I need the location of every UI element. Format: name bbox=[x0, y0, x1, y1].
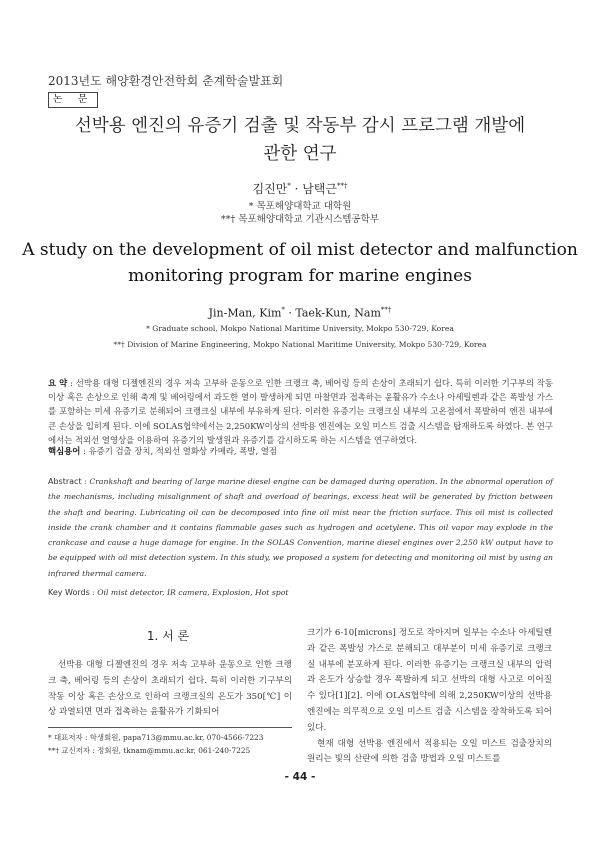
english-abstract-label: Abstract bbox=[48, 477, 82, 486]
korean-author-1-mark: * bbox=[287, 182, 291, 190]
english-abstract-text: : Crankshaft and bearing of large marine diesel engine can be damaged during operation. In the abnormal operation of the mechanisms, including misalignment of shaft and overload of bearings, excess heat will be generated by friction between the shaft and bearing. Lubricating oil can be decomposed into fine oil mist near the friction surface. This oil mist is collected inside the crank chamber and it contains flammable gases such as hydrogen and acetylene. This oil vapor may explode in the crankcase and cause a huge damage for engine. In the SOLAS Convention, marine diesel engines over 2,250 kW output have to be equipped with oil mist detection system. In this study, we proposed a system for detecting and monitoring oil mist by using an infrared thermal camera. bbox=[48, 477, 553, 578]
footnote-divider bbox=[48, 727, 292, 728]
korean-affiliation-2: **† 목포해양대학교 기관시스템공학부 bbox=[221, 214, 379, 225]
korean-authors bbox=[0, 180, 600, 197]
intro-right-column bbox=[307, 626, 552, 768]
korean-abstract-text: : 선박용 대형 디젤엔진의 경우 저속 고부하 운동으로 인한 크랭크 축, 베어링 등의 손상이 초래되기 쉽다. 특히 이러한 기구부의 작동 이상 혹은 손상으로 인해 축계 및 베어링에서 과도한 열이 발생하게 되면 마찰면과 접촉하는 윤활유가 수소나 아세틸렌과 같은 폭발성 가스를 포함하는 미세 유증기로 분해되어 크랭크실 내부에 부유하게 된다. 이러한 유증기는 크랭크실 내부의 고온점에서 폭발하여 엔진 내부에 큰 손상을 입히게 된다. 이에 SOLAS협약에서는 2,250KW이상의 선박용 엔진에는 오일 미스트 검출 시스템을 탑재하도록 하였다. 본 연구에서는 적외선 열영상을 이용하여 유증기의 발생원과 유증기를 감시하도록 하는 시스템을 연구하였다. bbox=[48, 378, 553, 445]
english-author-2-mark: **† bbox=[380, 306, 392, 314]
english-affiliation-1: * Graduate school, Mokpo National Maritime University, Mokpo 530-729, Korea bbox=[146, 324, 454, 333]
english-keywords bbox=[48, 588, 553, 597]
korean-title-line-1: 선박용 엔진의 유증기 검출 및 작동부 감시 프로그램 개발에 bbox=[74, 116, 526, 136]
footnote-first-author: * 대표저자 : 학생회원, papa713@mmu.ac.kr, 070-4566-7223 bbox=[48, 733, 264, 742]
korean-title-line-2: 관한 연구 bbox=[263, 144, 337, 164]
english-author-1-mark: * bbox=[281, 306, 285, 314]
korean-abstract bbox=[48, 376, 553, 447]
footnote-corresponding-author: **† 교신저자 : 정회원, tknam@mmu.ac.kr, 061-240-7225 bbox=[48, 746, 251, 755]
korean-keywords-text: : 유증기 검출 장치, 적외선 열화상 카메라, 폭발, 열점 bbox=[80, 446, 277, 456]
english-author-separator: · bbox=[284, 306, 296, 320]
intro-right-paragraph-1: 크기가 6-10[microns] 정도로 작아지며 일부는 수소나 아세틸렌과 같은 폭발성 가스로 분해되고 대부분이 미세 유증기로 크랭크실 내부에 분포하게 된다. 이러한 유증기는 크랭크실 내부의 압력과 온도가 상승할 경우 폭발하게 되고 선박의 대형 사고로 이어질 수 있다[1][2]. 이에 OLAS협약에 의해 2,250KW이상의 선박용 엔진에는 의무적으로 오일 미스트 검출 시스템을 장착하도록 되어있다. bbox=[307, 628, 552, 733]
conference-name: 2013년도 해양환경안전학회 춘계학술발표회 bbox=[48, 74, 284, 88]
intro-left-paragraph: 선박용 대형 디젤엔진의 경우 저속 고부하 운동으로 인한 크랭크 축, 베어링 등의 손상이 초래되기 쉽다. 특히 이러한 기구부의 작동 이상 혹은 손상으로 인하여 크랭크실의 온도가 350[℃] 이상 과열되면 면과 접촉하는 윤활유가 기화되어 bbox=[48, 660, 292, 718]
korean-keywords bbox=[48, 445, 553, 457]
korean-affiliation-1: * 목포해양대학교 대학원 bbox=[248, 201, 352, 212]
intro-right-paragraph-2: 현재 대형 선박용 엔진에서 적용되는 오일 미스트 검출장치의 원리는 빛의 산란에 의한 검출 방법과 오일 미스트를 bbox=[307, 738, 552, 765]
korean-author-2: 남택근 bbox=[302, 182, 337, 196]
korean-keywords-label: 핵심용어 bbox=[48, 446, 81, 456]
paper-type-tag: 논 문 bbox=[48, 92, 98, 108]
korean-abstract-label: 요 약 bbox=[48, 378, 68, 388]
english-title-line-2: monitoring program for marine engines bbox=[128, 266, 472, 286]
english-abstract bbox=[48, 474, 553, 581]
english-title-line-1: A study on the development of oil mist detector and malfunction bbox=[22, 240, 578, 260]
english-keywords-label: Key Words bbox=[48, 588, 90, 597]
english-authors bbox=[0, 306, 600, 320]
english-author-1: Jin-Man, Kim bbox=[208, 306, 282, 320]
korean-author-2-mark: **† bbox=[337, 182, 348, 190]
korean-author-1: 김진만 bbox=[252, 182, 288, 196]
english-keywords-text: : Oil mist detector, IR camera, Explosion, Hot spot bbox=[89, 588, 289, 597]
korean-author-separator: · bbox=[290, 182, 303, 196]
section-heading-introduction: 1. 서 론 bbox=[146, 629, 190, 643]
english-affiliation-2: **† Division of Marine Engineering, Mokpo National Maritime University, Mokpo 530-729, Korea bbox=[113, 340, 487, 349]
english-author-2: Taek-Kun, Nam bbox=[295, 306, 381, 320]
page-number: - 44 - bbox=[284, 771, 316, 783]
